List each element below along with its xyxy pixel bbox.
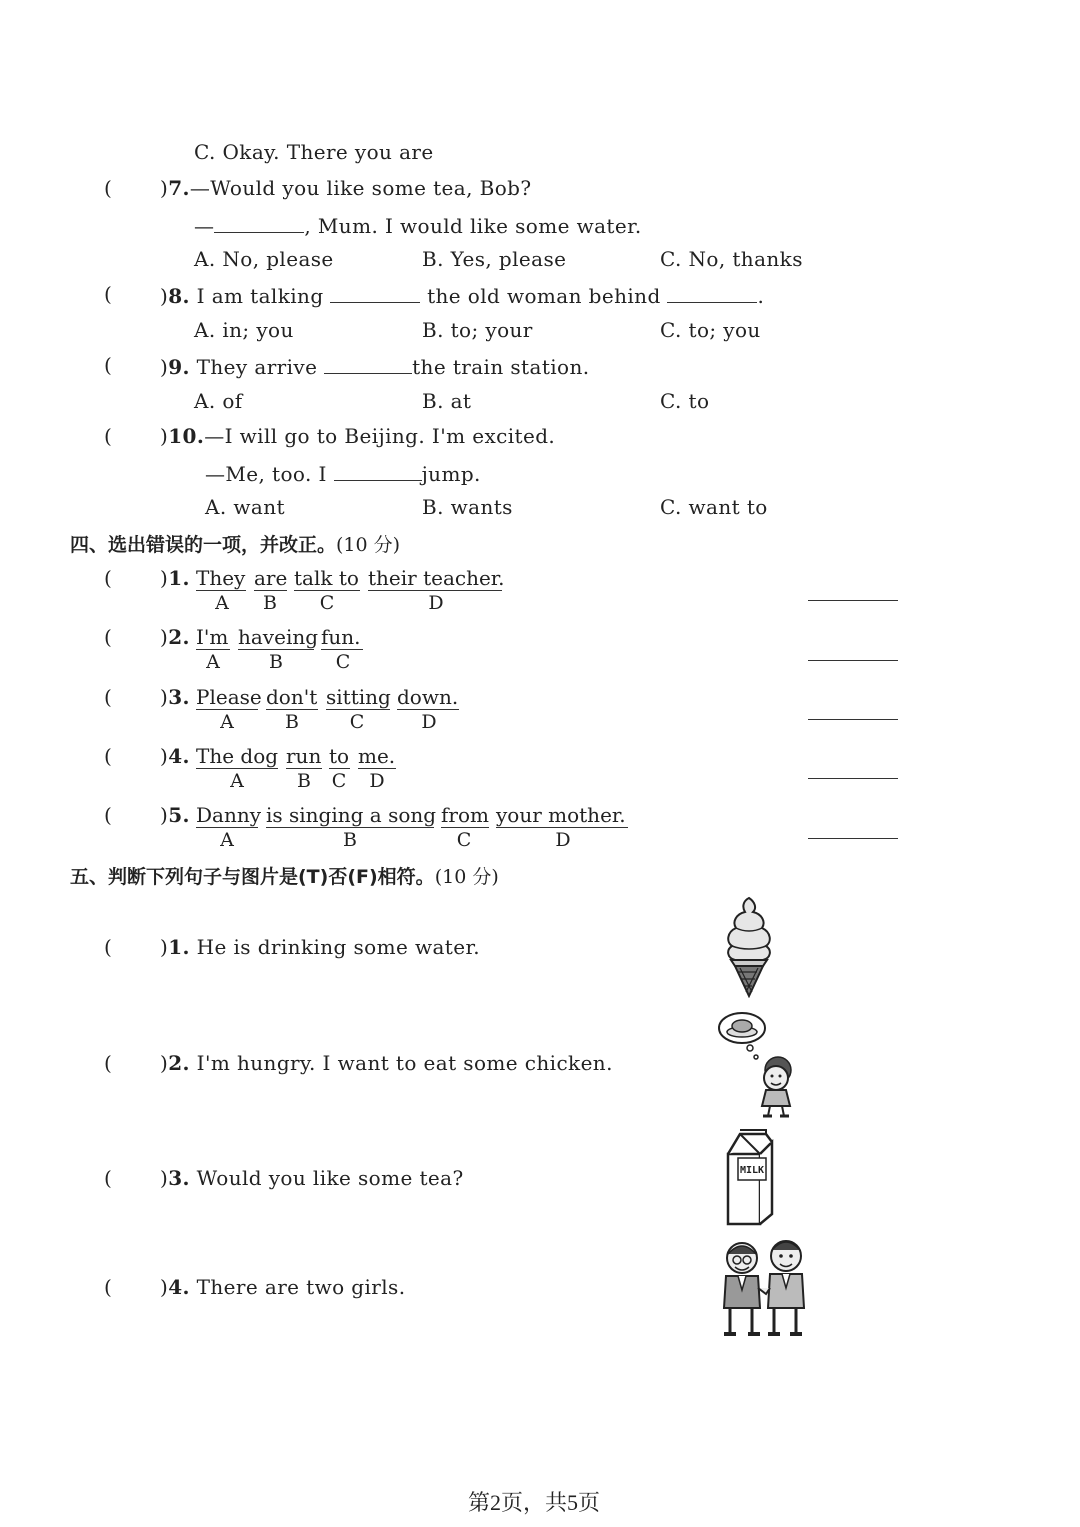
question-7: )7.—Would you like some tea, Bob?	[160, 176, 532, 200]
option-a: A. want	[205, 495, 285, 519]
answer-paren-open[interactable]: (	[104, 176, 112, 200]
answer-paren-open[interactable]: (	[104, 685, 112, 709]
option-segment-b: haveing	[238, 625, 319, 649]
section-5-heading: 五、判断下列句子与图片是(T)否(F)相符。(10 分)	[70, 866, 499, 888]
option-segment-a: They	[196, 566, 246, 590]
answer-paren-open[interactable]: (	[104, 1275, 112, 1299]
letter-c: C	[335, 651, 351, 673]
milk-carton-picture	[722, 1128, 778, 1228]
option-b: B. at	[422, 389, 472, 413]
q6-option-c: C. Okay. There you are	[194, 140, 434, 164]
question-7-reply: — , Mum. I would like some water.	[194, 214, 642, 238]
letter-b: B	[263, 592, 277, 614]
correction-line[interactable]	[808, 778, 898, 779]
fill-blank[interactable]	[330, 282, 420, 303]
question-10-reply: —Me, too. I jump.	[205, 462, 481, 486]
option-segment-d: me.	[358, 744, 396, 768]
letter-c: C	[456, 829, 472, 851]
option-segment-c: from	[441, 803, 489, 827]
s4-q1-number: )1.	[160, 566, 190, 590]
option-segment-a: The dog	[196, 744, 279, 768]
option-segment-d: down.	[397, 685, 459, 709]
letter-d: D	[369, 770, 385, 792]
fill-blank[interactable]	[667, 282, 757, 303]
letter-a: A	[230, 770, 244, 792]
s5-q2: )2. I'm hungry. I want to eat some chicken.	[160, 1051, 613, 1075]
option-c: C. No, thanks	[660, 247, 803, 271]
s4-q3-number: )3.	[160, 685, 190, 709]
answer-paren-open[interactable]: (	[104, 625, 112, 649]
option-b: B. Yes, please	[422, 247, 567, 271]
answer-paren-open[interactable]: (	[104, 424, 112, 448]
option-a: A. No, please	[194, 247, 334, 271]
option-segment-c: sitting	[326, 685, 391, 709]
correction-line[interactable]	[808, 660, 898, 661]
page-number-footer: 第2页，共5页	[468, 1490, 601, 1515]
s4-q2-number: )2.	[160, 625, 190, 649]
answer-paren-open[interactable]: (	[104, 353, 112, 377]
option-segment-c: fun.	[321, 625, 363, 650]
answer-paren-open[interactable]: (	[104, 282, 112, 306]
option-segment-d: their teacher.	[368, 566, 505, 590]
fill-blank[interactable]	[334, 460, 422, 481]
two-men-shaking-hands-picture	[720, 1236, 810, 1338]
letter-b: B	[269, 651, 283, 673]
s5-q4: )4. There are two girls.	[160, 1275, 406, 1299]
s5-q3: )3. Would you like some tea?	[160, 1166, 464, 1190]
letter-b: B	[285, 711, 299, 733]
fill-blank[interactable]	[214, 212, 304, 233]
option-b: B. to; your	[422, 318, 533, 342]
answer-paren-open[interactable]: (	[104, 935, 112, 959]
option-segment-a: I'm	[196, 625, 229, 649]
letter-a: A	[220, 829, 234, 851]
option-segment-b: run	[286, 744, 322, 768]
answer-paren-open[interactable]: (	[104, 566, 112, 590]
option-b: B. wants	[422, 495, 513, 519]
answer-paren-open[interactable]: (	[104, 1166, 112, 1190]
letter-d: D	[428, 592, 444, 614]
answer-paren-open[interactable]: (	[104, 1051, 112, 1075]
letter-c: C	[331, 770, 347, 792]
question-10: )10.—I will go to Beijing. I'm excited.	[160, 424, 556, 448]
option-segment-c: talk to	[294, 566, 359, 590]
letter-a: A	[206, 651, 220, 673]
option-segment-d: your mother.	[496, 803, 628, 828]
option-segment-a: Danny	[196, 803, 262, 827]
letter-a: A	[220, 711, 234, 733]
option-c: C. to	[660, 389, 710, 413]
option-c: C. to; you	[660, 318, 761, 342]
s4-q4-number: )4.	[160, 744, 190, 768]
letter-d: D	[421, 711, 437, 733]
s5-q1: )1. He is drinking some water.	[160, 935, 481, 959]
correction-line[interactable]	[808, 838, 898, 839]
option-a: A. in; you	[194, 318, 294, 342]
correction-line[interactable]	[808, 600, 898, 601]
s4-q5-number: )5.	[160, 803, 190, 827]
milk-label-text: MILK	[739, 1165, 765, 1176]
letter-a: A	[215, 592, 229, 614]
letter-c: C	[319, 592, 335, 614]
question-9: )9. They arrive the train station.	[160, 355, 590, 379]
letter-d: D	[555, 829, 571, 851]
answer-paren-open[interactable]: (	[104, 803, 112, 827]
letter-c: C	[349, 711, 365, 733]
letter-b: B	[297, 770, 311, 792]
question-8: )8. I am talking the old woman behind .	[160, 284, 765, 308]
answer-paren-open[interactable]: (	[104, 744, 112, 768]
option-segment-b: are	[254, 566, 288, 590]
option-segment-c: to	[329, 744, 350, 768]
option-segment-b: is singing a song	[266, 803, 437, 827]
option-segment-a: Please	[196, 685, 262, 709]
section-4-heading: 四、选出错误的一项，并改正。(10 分)	[70, 534, 401, 556]
option-a: A. of	[194, 389, 243, 413]
letter-b: B	[343, 829, 357, 851]
fill-blank[interactable]	[324, 353, 412, 374]
option-c: C. want to	[660, 495, 768, 519]
option-segment-b: don't	[266, 685, 318, 709]
ice-cream-cone-picture	[722, 896, 776, 998]
correction-line[interactable]	[808, 719, 898, 720]
girl-thinking-of-chicken-picture	[716, 1010, 802, 1120]
